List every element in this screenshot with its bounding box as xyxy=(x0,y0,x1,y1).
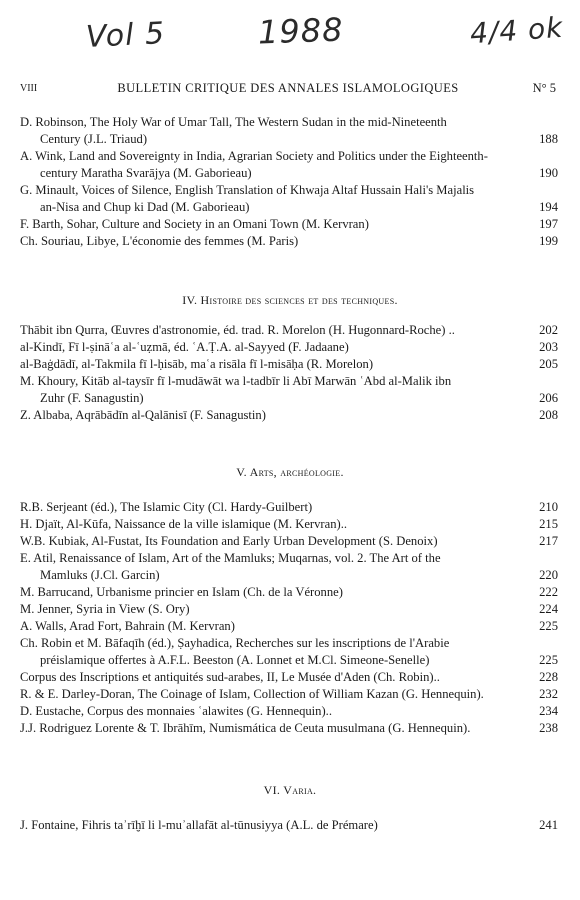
section-africa-asia-list xyxy=(20,114,558,250)
toc-entry xyxy=(20,703,558,720)
entry-text: al-Baġdādī, al-Takmila fī l-ḥisāb, maʿa risāla fī l-misāḥa (R. Morelon) xyxy=(20,357,374,371)
entry-page-number: 222 xyxy=(539,585,558,599)
entry-text-continued: century Maratha Svarājya (M. Gaborieau) xyxy=(40,166,252,180)
entry-text: R. & E. Darley-Doran, The Coinage of Islam, Collection of William Kazan (G. Hennequin). xyxy=(20,687,484,701)
entry-page-number: 188 xyxy=(539,132,558,146)
handwritten-volume: Vol 5 xyxy=(85,15,166,56)
entry-text-continued: Mamluks (J.Cl. Garcin) xyxy=(40,568,160,582)
toc-entry xyxy=(20,550,558,584)
toc-entry xyxy=(20,373,558,407)
entry-text: J. Fontaine, Fihris taʾrīḫī li l-muʾallafāt al-tūnusiyya (A.L. de Prémare) xyxy=(20,818,378,832)
entry-text: A. Walls, Arad Fort, Bahrain (M. Kervran) xyxy=(20,619,235,633)
section-v-list xyxy=(20,499,558,737)
entry-text: G. Minault, Voices of Silence, English Translation of Khwaja Altaf Hussain Hali's Majalis xyxy=(20,183,475,197)
entry-text: M. Khoury, Kitāb al-taysīr fī l-mudāwāt wa l-tadbīr li Abī Marwān ʿAbd al-Malik ibn xyxy=(20,374,452,388)
toc-entry xyxy=(20,635,558,669)
entry-page-number: 225 xyxy=(539,619,558,633)
toc-entry xyxy=(20,499,558,516)
toc-entry xyxy=(20,339,558,356)
entry-text: J.J. Rodriguez Lorente & T. Ibrāhīm, Numismática de Ceuta musulmana (G. Hennequin). xyxy=(20,721,471,735)
entry-page-number: 224 xyxy=(539,602,558,616)
entry-page-number: 234 xyxy=(539,704,558,718)
entry-page-number: 215 xyxy=(539,517,558,531)
entry-page-number: 205 xyxy=(539,357,558,371)
entry-page-number: 197 xyxy=(539,217,558,231)
entry-text: D. Eustache, Corpus des monnaies ʿalawites (G. Hennequin).. xyxy=(20,704,332,718)
entry-text: M. Barrucand, Urbanisme princier en Islam (Ch. de la Véronne) xyxy=(20,585,343,599)
entry-text: E. Atil, Renaissance of Islam, Art of the Mamluks; Muqarnas, vol. 2. The Art of the xyxy=(20,551,441,565)
entry-text: D. Robinson, The Holy War of Umar Tall, The Western Sudan in the mid-Nineteenth xyxy=(20,115,447,129)
entry-text-continued: Zuhr (F. Sanagustin) xyxy=(40,391,144,405)
toc-entry xyxy=(20,148,558,182)
toc-entry xyxy=(20,356,558,373)
entry-text: M. Jenner, Syria in View (S. Ory) xyxy=(20,602,190,616)
running-header xyxy=(20,81,556,97)
entry-page-number: 199 xyxy=(539,234,558,248)
entry-page-number: 228 xyxy=(539,670,558,684)
toc-entry xyxy=(20,720,558,737)
toc-entry xyxy=(20,216,558,233)
entry-text: Ch. Souriau, Libye, L'économie des femmes (M. Paris) xyxy=(20,234,299,248)
toc-entry xyxy=(20,233,558,250)
entry-text-continued: an-Nisa and Chup ki Dad (M. Gaborieau) xyxy=(40,200,250,214)
entry-page-number: 220 xyxy=(539,568,558,582)
toc-entry xyxy=(20,114,558,148)
toc-entry xyxy=(20,601,558,618)
toc-entry xyxy=(20,322,558,339)
entry-text-continued: Century (J.L. Triaud) xyxy=(40,132,148,146)
entry-page-number: 203 xyxy=(539,340,558,354)
toc-entry xyxy=(20,817,558,834)
toc-entry xyxy=(20,407,558,424)
entry-page-number: 202 xyxy=(539,323,558,337)
entry-text: Thābit ibn Qurra, Œuvres d'astronomie, éd. trad. R. Morelon (H. Hugonnard-Roche) .. xyxy=(20,323,455,337)
toc-entry xyxy=(20,618,558,635)
section-iv-list xyxy=(20,322,558,424)
entry-page-number: 241 xyxy=(539,818,558,832)
entry-text: W.B. Kubiak, Al-Fustat, Its Foundation and Early Urban Development (S. Denoix) xyxy=(20,534,438,548)
entry-page-number: 190 xyxy=(539,166,558,180)
entry-page-number: 206 xyxy=(539,391,558,405)
toc-entry xyxy=(20,584,558,601)
section-title-iv: IV. Histoire des sciences et des techniques. xyxy=(182,293,398,307)
entry-page-number: 210 xyxy=(539,500,558,514)
entry-page-number: 217 xyxy=(539,534,558,548)
section-vi-list xyxy=(20,817,558,834)
entry-text: R.B. Serjeant (éd.), The Islamic City (Cl. Hardy-Guilbert) xyxy=(20,500,313,514)
entry-page-number: 225 xyxy=(539,653,558,667)
handwritten-check: 4/4 ok xyxy=(468,10,565,51)
toc-entry xyxy=(20,686,558,703)
entry-text: Corpus des Inscriptions et antiquités sud-arabes, II, Le Musée d'Aden (Ch. Robin).. xyxy=(20,670,440,684)
entry-text: A. Wink, Land and Sovereignty in India, Agrarian Society and Politics under the Eighteenth- xyxy=(20,149,488,163)
entry-page-number: 232 xyxy=(539,687,558,701)
toc-entry xyxy=(20,533,558,550)
entry-text: H. Djaït, Al-Kūfa, Naissance de la ville islamique (M. Kervran).. xyxy=(20,517,347,531)
toc-entry xyxy=(20,182,558,216)
handwritten-year: 1988 xyxy=(257,10,345,52)
toc-entry xyxy=(20,516,558,533)
issue-number: N° 5 xyxy=(532,81,556,95)
entry-text: al-Kindī, Fī l-ṣināʿa al-ʿuẓmā, éd. ʿA.Ṭ.A. al-Sayyed (F. Jadaane) xyxy=(20,340,349,354)
toc-entry xyxy=(20,669,558,686)
section-title-vi: VI. Varia. xyxy=(263,783,317,797)
entry-text-continued: préislamique offertes à A.F.L. Beeston (A. Lonnet et M.Cl. Simeone-Senelle) xyxy=(40,653,430,667)
entry-page-number: 194 xyxy=(539,200,558,214)
entry-text: F. Barth, Sohar, Culture and Society in an Omani Town (M. Kervran) xyxy=(20,217,369,231)
entry-text: Z. Albaba, Aqrābādīn al-Qalānisī (F. Sanagustin) xyxy=(20,408,266,422)
entry-page-number: 208 xyxy=(539,408,558,422)
entry-text: Ch. Robin et M. Bāfaqīh (éd.), Ṣayhadica, Recherches sur les inscriptions de l'Arabie xyxy=(20,636,450,650)
page-number-roman: VIII xyxy=(20,83,38,94)
journal-title: BULLETIN CRITIQUE DES ANNALES ISLAMOLOGIQUES xyxy=(117,81,459,95)
section-title-v: V. Arts, archéologie. xyxy=(236,465,344,479)
entry-page-number: 238 xyxy=(539,721,558,735)
